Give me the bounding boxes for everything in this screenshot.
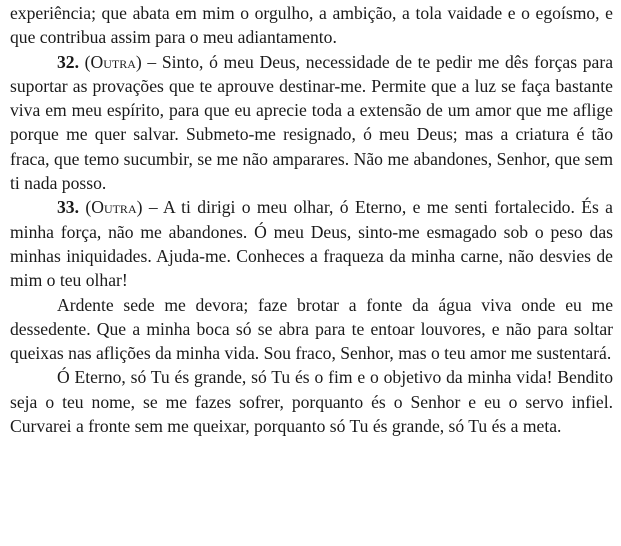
paragraph-ardente <box>10 293 613 366</box>
prayer-number: 33. <box>57 197 79 218</box>
paragraph-eterno <box>10 365 613 438</box>
paragraph-prayer-32 <box>10 50 613 196</box>
paragraph-text: experiência; que abata em mim o orgulho, a ambição, a tola vaidade e o egoísmo, e que contribua assim para o meu adiantamento. <box>10 3 613 48</box>
paragraph-prayer-33 <box>10 195 613 292</box>
prayer-label: (Outra) <box>84 51 142 72</box>
paragraph-text: Ardente sede me devora; faze brotar a fonte da água viva onde eu me dessedente. Que a minha boca só se abra para te entoar louvores, e não para soltar queixas nas aflições da minha vida. Sou fraco, Senhor, mas o teu amor me sustentará. <box>10 294 613 364</box>
paragraph-text: – A ti dirigi o meu olhar, ó Eterno, e me senti fortalecido. És a minha força, não me abandones. Ó meu Deus, sinto-me esmagado sob o peso das minhas iniquidades. Ajuda-me. Conheces a fraqueza da minha carne, não desvies de mim o teu olhar! <box>10 197 613 291</box>
paragraph-continuation <box>10 1 613 50</box>
prayer-number: 32. <box>57 51 79 72</box>
prayer-label: (Outra) <box>85 197 143 218</box>
paragraph-text: – Sinto, ó meu Deus, necessidade de te pedir me dês forças para suportar as provações que te aprouve destinar-me. Permite que a luz se faça bastante viva em meu espírito, para que eu aprecie toda a extensão de um amor que me aflige porque me quer salvar. Submeto-me resignado, ó meu Deus; mas a criatura é tão fraca, que temo sucumbir, se me não amparares. Não me abandones, Senhor, que sem ti nada posso. <box>10 51 614 194</box>
paragraph-text: Ó Eterno, só Tu és grande, só Tu és o fim e o objetivo da minha vida! Bendito seja o teu nome, se me fazes sofrer, porquanto és o Senhor e eu o servo infiel. Curvarei a fronte sem me queixar, porquanto só Tu és grande, só Tu és a meta. <box>10 367 613 437</box>
